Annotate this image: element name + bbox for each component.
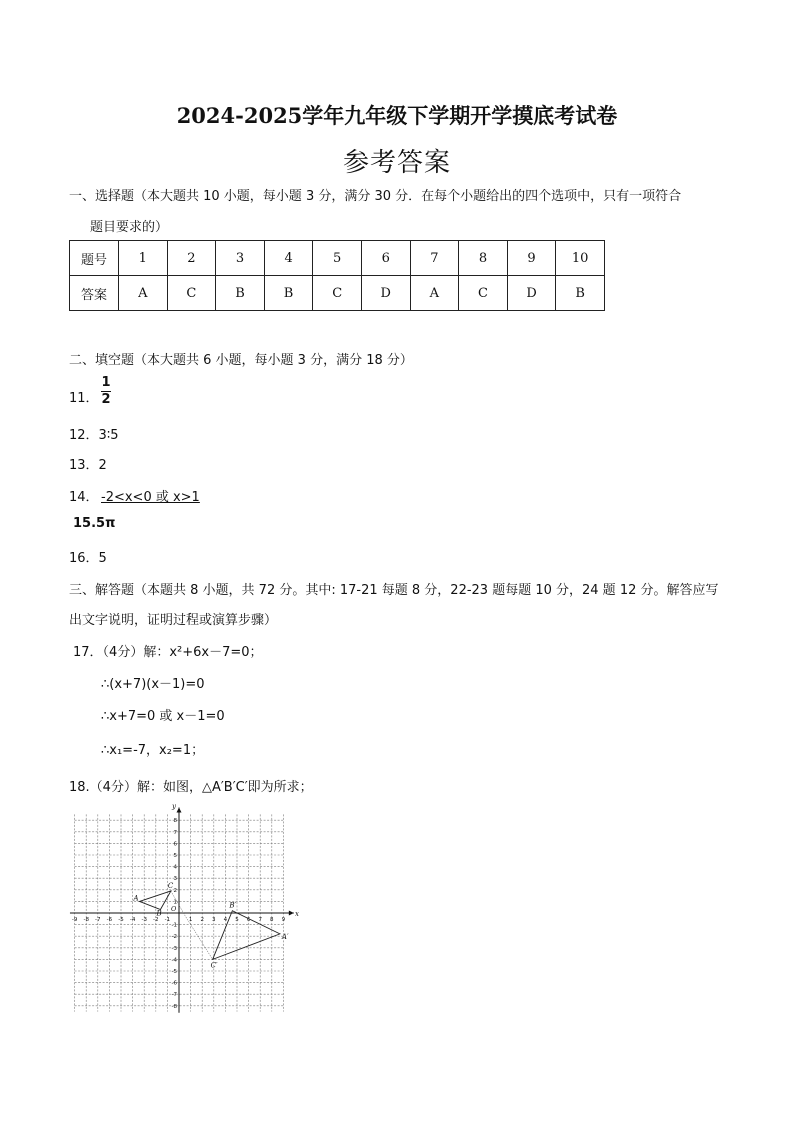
y-tick-label: -3 bbox=[171, 945, 177, 952]
q14-answer: -2<x<0 或 x>1 bbox=[101, 490, 200, 505]
y-tick-label: -1 bbox=[171, 922, 177, 929]
q17-line3: ∴x+7=0 或 x－1=0 bbox=[101, 709, 225, 724]
page-title: 2024-2025学年九年级下学期开学摸底考试卷 bbox=[176, 103, 618, 128]
table-cell: 6 bbox=[361, 241, 410, 276]
label-c-prime: C′ bbox=[210, 961, 218, 970]
x-axis-arrow bbox=[289, 911, 294, 916]
y-tick-label: 1 bbox=[173, 899, 177, 906]
table-cell: B bbox=[264, 276, 313, 311]
table-cell: B bbox=[556, 276, 605, 311]
q11-label: 11． bbox=[69, 391, 99, 406]
q13-answer: 13．2 bbox=[69, 458, 107, 473]
label-b-prime: B′ bbox=[229, 901, 237, 910]
table-cell: C bbox=[313, 276, 362, 311]
q12-answer: 12．3∶5 bbox=[69, 428, 119, 443]
x-tick-label: -5 bbox=[118, 917, 124, 923]
table-cell: D bbox=[507, 276, 556, 311]
table-cell: C bbox=[167, 276, 216, 311]
origin-label: O bbox=[171, 905, 177, 913]
y-tick-label: 4 bbox=[173, 864, 177, 871]
x-tick-label: 2 bbox=[200, 917, 204, 923]
q17-line1: 17．（4分）解：x²+6x－7=0； bbox=[73, 645, 263, 660]
table-cell: 7 bbox=[410, 241, 459, 276]
coordinate-grid-figure bbox=[71, 802, 310, 1015]
answer-table bbox=[69, 240, 605, 311]
section1-heading: 一、选择题（本大题共 10 小题，每小题 3 分，满分 30 分．在每个小题给出的四个选项中，只有一项符合 bbox=[69, 189, 682, 204]
table-cell: 2 bbox=[167, 241, 216, 276]
x-tick-label: -1 bbox=[164, 917, 171, 923]
label-b: B bbox=[156, 909, 162, 918]
q17-line4: ∴x₁=-7，x₂=1； bbox=[101, 743, 205, 758]
y-tick-label: 6 bbox=[173, 841, 177, 848]
y-tick-label: -6 bbox=[171, 980, 177, 987]
q11-fraction bbox=[101, 375, 111, 408]
y-axis-arrow bbox=[177, 807, 182, 812]
x-tick-label: 4 bbox=[223, 917, 228, 923]
table-cell: D bbox=[361, 276, 410, 311]
y-axis-label: y bbox=[172, 802, 176, 811]
x-tick-label: 5 bbox=[235, 917, 239, 923]
x-tick-label: -8 bbox=[83, 917, 89, 923]
section3-heading-cont: 出文字说明，证明过程或演算步骤） bbox=[69, 613, 278, 628]
table-cell: A bbox=[119, 276, 168, 311]
table-cell: 1 bbox=[119, 241, 168, 276]
table-cell: 10 bbox=[556, 241, 605, 276]
label-a: A bbox=[133, 894, 139, 903]
y-tick-label: 8 bbox=[173, 818, 177, 825]
q18-line1: 18.（4分）解：如图，△A′B′C′即为所求； bbox=[69, 780, 313, 795]
y-tick-label: 3 bbox=[173, 876, 177, 883]
table-row-answers bbox=[70, 276, 605, 311]
fraction-numerator: 1 bbox=[101, 375, 111, 390]
x-tick-label: -4 bbox=[129, 917, 136, 923]
q15-answer: 15.5π bbox=[73, 516, 116, 531]
table-header-cell: 题号 bbox=[70, 241, 119, 276]
table-cell: 8 bbox=[459, 241, 508, 276]
x-tick-label: 1 bbox=[188, 917, 193, 923]
y-tick-label: -5 bbox=[171, 969, 177, 975]
table-cell: 4 bbox=[264, 241, 313, 276]
y-tick-label: 7 bbox=[173, 829, 177, 836]
section3-heading: 三、解答题（本题共 8 小题，共 72 分。其中: 17-21 每题 8 分，22-23 题每题 10 分，24 题 12 分。解答应写 bbox=[69, 583, 719, 598]
y-tick-label: -8 bbox=[171, 1003, 177, 1010]
label-a-prime: A′ bbox=[281, 932, 289, 941]
q14-label: 14． bbox=[69, 490, 99, 505]
tick-labels bbox=[72, 803, 299, 1010]
table-cell: C bbox=[459, 276, 508, 311]
q16-answer: 16．5 bbox=[69, 551, 107, 566]
x-tick-label: 7 bbox=[258, 917, 262, 923]
page-subtitle: 参考答案 bbox=[342, 148, 451, 178]
y-tick-label: -4 bbox=[171, 957, 177, 964]
table-header-cell: 答案 bbox=[70, 276, 119, 311]
y-tick-label: -7 bbox=[171, 992, 177, 999]
table-cell: A bbox=[410, 276, 459, 311]
x-tick-label: -9 bbox=[71, 917, 78, 923]
x-tick-label: 9 bbox=[281, 917, 286, 923]
x-tick-label: -6 bbox=[106, 917, 113, 923]
table-cell: 9 bbox=[507, 241, 556, 276]
label-c: C bbox=[167, 881, 174, 890]
table-row-numbers bbox=[70, 241, 605, 276]
table-cell: 3 bbox=[216, 241, 265, 276]
table-cell: B bbox=[216, 276, 265, 311]
triangles bbox=[140, 891, 280, 959]
section2-heading: 二、填空题（本大题共 6 小题，每小题 3 分，满分 18 分） bbox=[69, 353, 413, 368]
x-tick-label: 6 bbox=[246, 917, 251, 923]
x-axis-label: x bbox=[295, 910, 299, 918]
x-tick-label: 3 bbox=[212, 917, 216, 923]
table-cell: 5 bbox=[313, 241, 362, 276]
x-tick-label: -7 bbox=[95, 917, 101, 923]
y-tick-label: 2 bbox=[173, 887, 177, 894]
q17-line2: ∴(x+7)(x－1)=0 bbox=[101, 677, 205, 692]
x-tick-label: 8 bbox=[270, 917, 274, 923]
x-tick-label: -2 bbox=[153, 917, 159, 923]
x-tick-label: -3 bbox=[141, 917, 147, 923]
section1-heading-cont: 题目要求的） bbox=[90, 220, 169, 235]
y-tick-label: 5 bbox=[173, 853, 177, 859]
fraction-denominator: 2 bbox=[101, 392, 111, 407]
y-tick-label: -2 bbox=[171, 934, 177, 941]
